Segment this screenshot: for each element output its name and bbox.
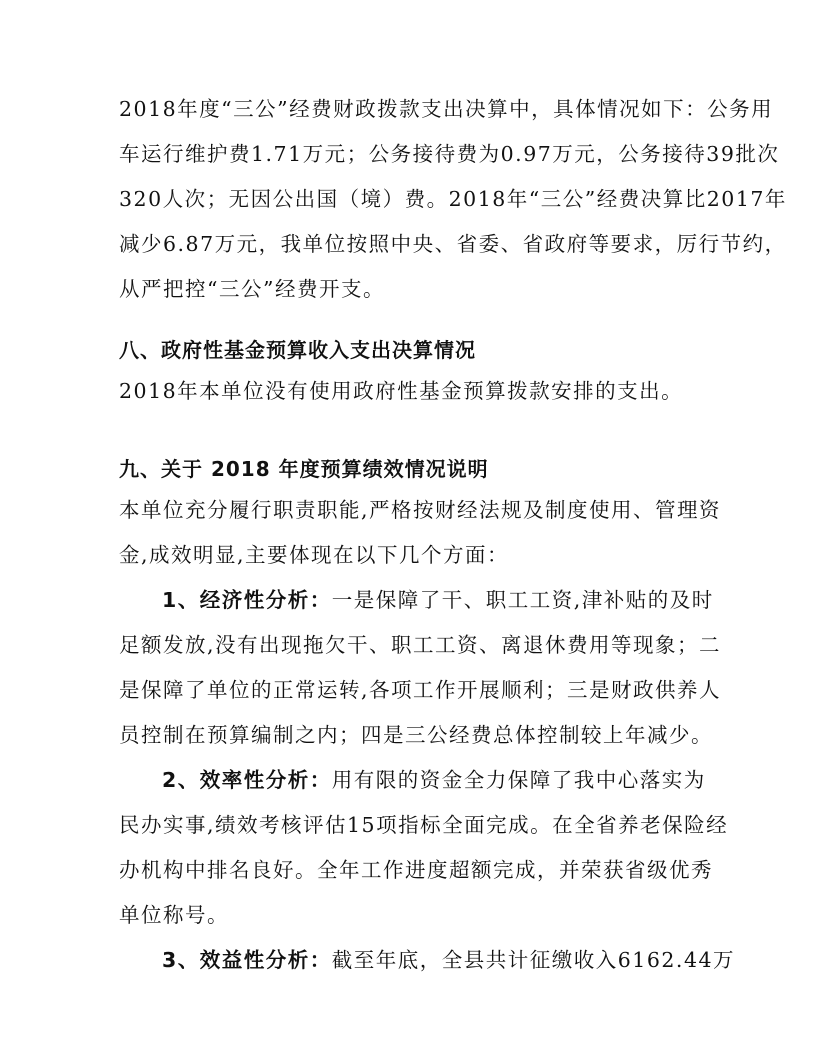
item2-first-line (162, 766, 762, 794)
item3-lead: 3、效益性分析： (162, 948, 332, 972)
item2-line: 民办实事,绩效考核评估15项指标全面完成。在全省养老保险经 (119, 813, 729, 837)
section9-intro-line: 金,成效明显,主要体现在以下几个方面： (119, 543, 510, 567)
paragraph-line: 从严把控“三公”经费开支。 (119, 277, 385, 301)
section9-intro-line: 本单位充分履行职责职能,严格按财经法规及制度使用、管理资 (119, 498, 722, 522)
paragraph-line: 320人次；无因公出国（境）费。2018年“三公”经费决算比2017年 (119, 187, 787, 211)
item3-first-text: 截至年底，全县共计征缴收入6162.44万 (331, 948, 736, 972)
item1-line: 员控制在预算编制之内；四是三公经费总体控制较上年减少。 (119, 723, 713, 747)
paragraph-line: 减少6.87万元，我单位按照中央、省委、省政府等要求，厉行节约， (119, 232, 787, 256)
item1-first-line (162, 586, 762, 614)
item1-first-text: 一是保障了干、职工工资,津补贴的及时 (331, 588, 714, 612)
section8-heading: 八、政府性基金预算收入支出决算情况 (119, 338, 476, 362)
item2-line: 办机构中排名良好。全年工作进度超额完成，并荣获省级优秀 (119, 858, 713, 882)
item3-first-line (162, 946, 762, 974)
section9-heading: 九、关于 2018 年度预算绩效情况说明 (119, 457, 489, 481)
item1-line: 足额发放,没有出现拖欠干、职工工资、离退休费用等现象；二 (119, 633, 722, 657)
item2-lead: 2、效率性分析： (162, 768, 332, 792)
paragraph-line: 车运行维护费1.71万元；公务接待费为0.97万元，公务接待39批次 (119, 142, 780, 166)
item2-line: 单位称号。 (119, 903, 229, 927)
item2-first-text: 用有限的资金全力保障了我中心落实为 (331, 768, 706, 792)
section8-text: 2018年本单位没有使用政府性基金预算拨款安排的支出。 (119, 379, 684, 403)
item1-line: 是保障了单位的正常运转,各项工作开展顺利；三是财政供养人 (119, 678, 722, 702)
item1-lead: 1、经济性分析： (162, 588, 332, 612)
paragraph-line: 2018年度“三公”经费财政拨款支出决算中，具体情况如下：公务用 (119, 97, 774, 121)
